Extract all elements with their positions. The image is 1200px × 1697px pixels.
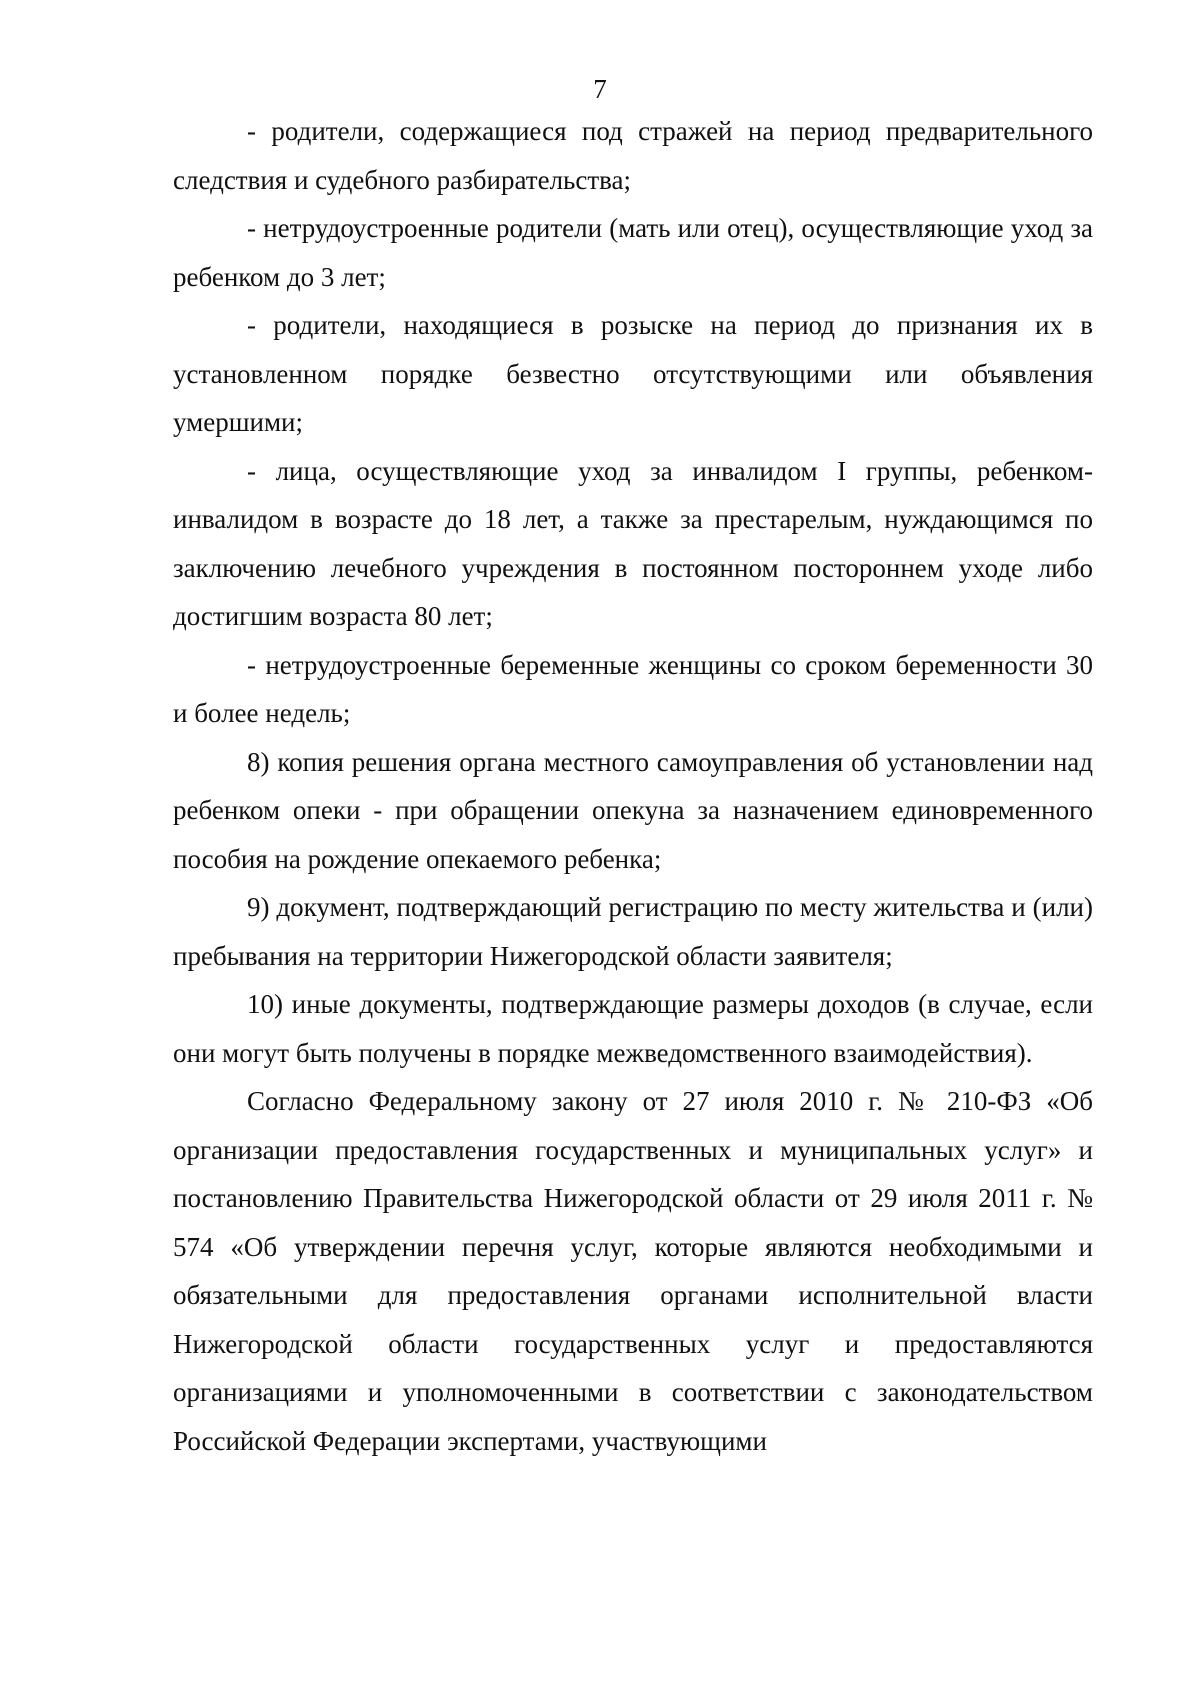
paragraph-caregivers: - лица, осуществляющие уход за инвалидом I группы, ребенком-инвалидом в возрасте до 18 лет, а также за престарелым, нуждающимся по заключению лечебного учреждения в постоянном постороннем уходе либо достигшим возраста 80 лет; [173, 455, 1093, 631]
paragraph-unemployed-parents: - нетрудоустроенные родители (мать или отец), осуществляющие уход за ребенком до 3 лет; [173, 213, 1093, 292]
paragraph-pregnant-women: - нетрудоустроенные беременные женщины со сроком беременности 30 и более недель; [173, 649, 1093, 728]
paragraph-item-8: 8) копия решения органа местного самоуправления об установлении над ребенком опеки - при обращении опекуна за назначением единовременного пособия на рождение опекаемого ребенка; [173, 746, 1093, 874]
paragraph-parents-wanted: - родители, находящиеся в розыске на период до признания их в установленном порядке безвестно отсутствующими или объявления умершими; [173, 310, 1093, 437]
page-number: 7 [593, 74, 607, 104]
paragraph-item-10: 10) иные документы, подтверждающие размеры доходов (в случае, если они могут быть получены в порядке межведомственного взаимодействия). [173, 989, 1093, 1068]
paragraph-federal-law: Согласно Федеральному закону от 27 июля 2010 г. № 210-ФЗ «Об организации предоставления государственных и муниципальных услуг» и постановлению Правительства Нижегородской области от 29 июля 2011 г. № 574 «Об утверждении перечня услуг, которые являются необходимыми и обязательными для предоставления органами исполнительной власти Нижегородской области государственных услуг и предоставляются организациями и уполномоченными в соответствии с законодательством Российской Федерации экспертами, участвующими [173, 1086, 1093, 1456]
paragraph-parents-in-custody: - родители, содержащиеся под стражей на период предварительного следствия и судебного разбирательства; [173, 116, 1093, 195]
document-body [173, 107, 1093, 1465]
paragraph-item-9: 9) документ, подтверждающий регистрацию по месту жительства и (или) пребывания на территории Нижегородской области заявителя; [173, 892, 1093, 971]
